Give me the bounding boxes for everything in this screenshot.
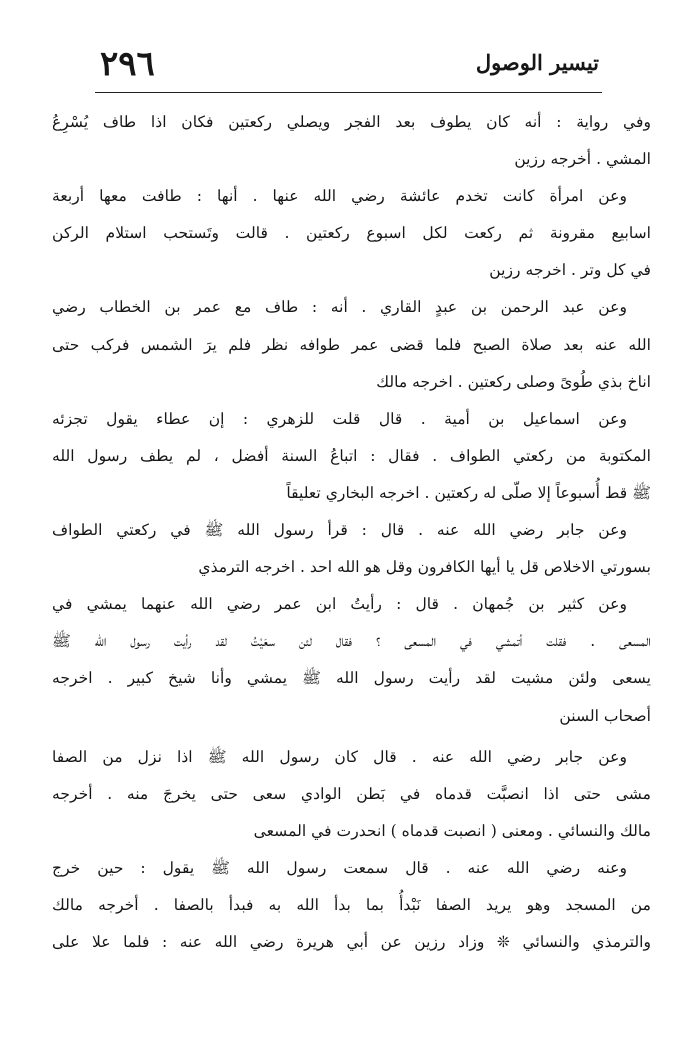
text-line: والترمذي والنسائي ❊ وزاد رزين عن أبي هريرة رضي الله عنه : فلما علا على (52, 933, 651, 952)
text-line: مشى حتى اذا انصبَّت قدماه في بَطن الوادي سعى حتى يخرجَ منه . أخرجه (52, 784, 651, 803)
body-text (52, 104, 651, 961)
text-line: ﷺ قط أُسبوعاً إلا صلّى له ركعتين . اخرجه البخاري تعليقاً (286, 483, 651, 502)
text-line: وعنه رضي الله عنه . قال سمعت رسول الله ﷺ يقول : حين خرج (52, 858, 627, 877)
text-line: وعن امرأة كانت تخدم عائشة رضي الله عنها . أنها : طافت معها أربعة (52, 187, 627, 206)
text-line: وعن عبد الرحمن بن عبدٍ القاري . أنه : طاف مع عمر بن الخطاب رضي (52, 298, 627, 317)
header-rule (95, 92, 602, 93)
text-line: المشي . أخرجه رزين (514, 150, 651, 169)
text-line: المكتوبة من ركعتي الطواف . فقال : اتباعُ السنة أفضل ، لم يطف رسول الله (52, 446, 651, 465)
text-line: أصحاب السنن (559, 706, 651, 725)
text-line: اسابيع مقرونة ثم ركعت لكل اسبوع ركعتين . قالت وتَستحب استلام الركن (52, 224, 651, 243)
text-line: اناخ بذي طُوىً وصلى ركعتين . اخرجه مالك (376, 372, 651, 391)
text-line: الله عنه بعد صلاة الصبح فلما قضى عمر طوافه نظر فلم يرَ الشمس فركب حتى (52, 335, 651, 354)
text-line: من المسجد وهو يريد الصفا نَبْدأُ بما بدأ الله به فبدأ بالصفا . أخرجه مالك (52, 895, 651, 914)
text-line: في كل وتر . اخرجه رزين (489, 261, 651, 280)
text-line: بسورتي الاخلاص قل يا أيها الكافرون وقل هو الله احد . اخرجه الترمذي (198, 558, 651, 577)
text-line: وعن جابر رضي الله عنه . قال كان رسول الله ﷺ اذا نزل من الصفا (52, 747, 627, 766)
text-line: المسعى . فقلت أتمشي في المسعى ؟ فقال لئن سعَيْتُ لقد رأيت رسول الله ﷺ (52, 632, 651, 651)
running-title: تيسير الوصول (475, 50, 599, 75)
text-line: وعن جابر رضي الله عنه . قال : قرأ رسول الله ﷺ في ركعتي الطواف (52, 521, 627, 540)
page-header (100, 42, 599, 88)
text-line: وعن اسماعيل بن أمية . قال قلت للزهري : إن عطاء يقول تجزئه (52, 409, 627, 428)
page-number: ٢٩٦ (100, 44, 155, 84)
text-line: مالك والنسائي . ومعنى ( انصبت قدماه ) انحدرت في المسعى (253, 821, 651, 840)
text-line: وعن كثير بن جُمهان . قال : رأيتُ ابن عمر رضي الله عنهما يمشي في (52, 595, 627, 614)
text-line: وفي رواية : أنه كان يطوف بعد الفجر ويصلي ركعتين فكان اذا طاف يُسْرِعُ (52, 113, 651, 131)
text-line: يسعى ولئن مشيت لقد رأيت رسول الله ﷺ يمشي وأنا شيخ كبير . اخرجه (52, 669, 651, 688)
